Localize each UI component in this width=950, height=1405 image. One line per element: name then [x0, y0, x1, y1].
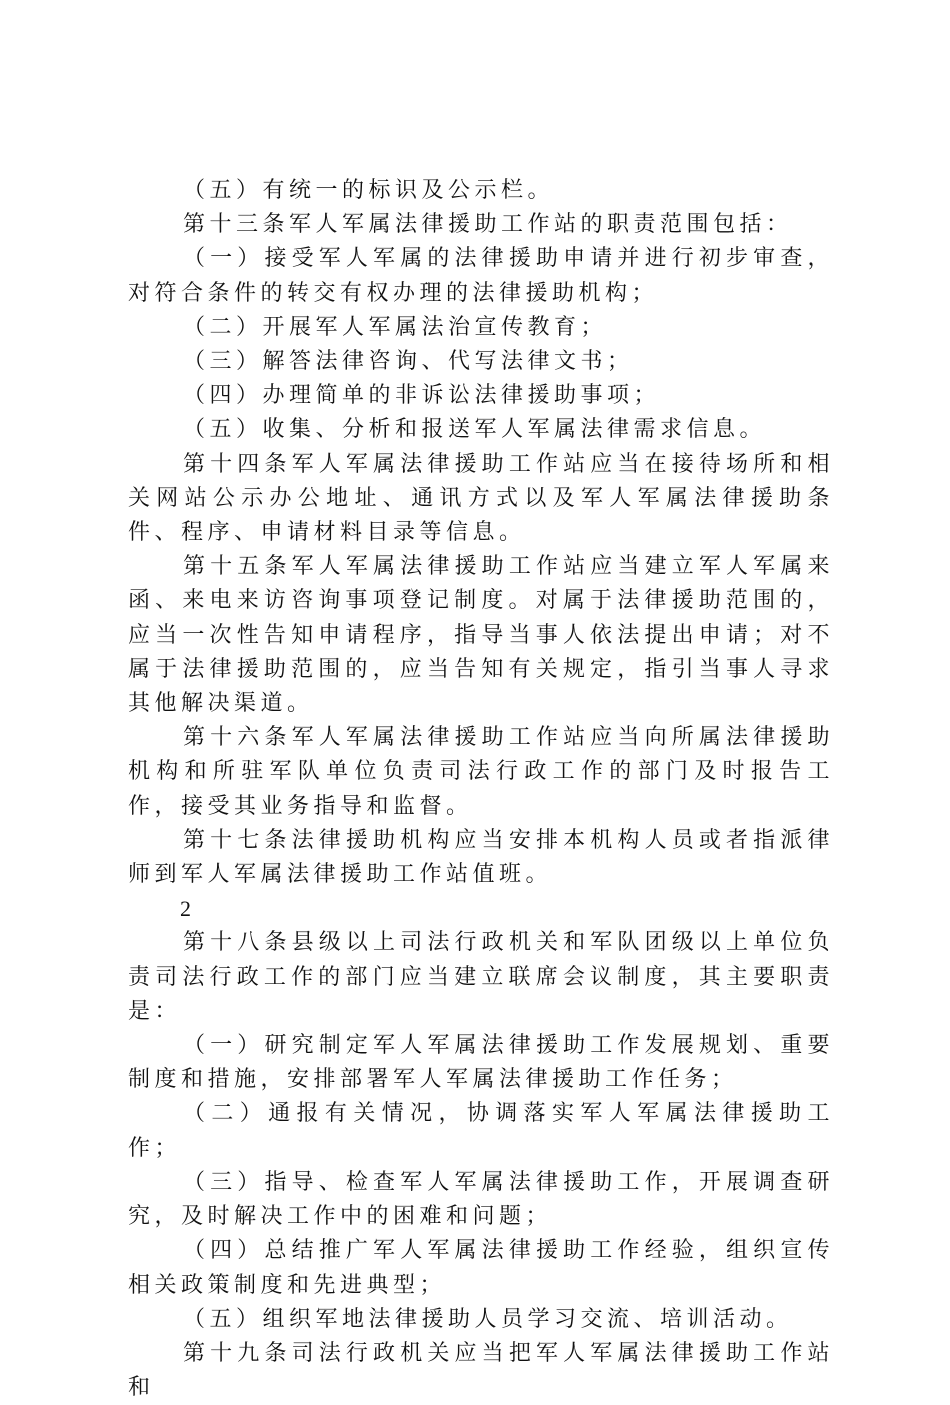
article-13-item-1: （一）接受军人军属的法律援助申请并进行初步审查，对符合条件的转交有权办理的法律援助机构； — [128, 246, 834, 306]
article-18-item-5: （五）组织军地法律援助人员学习交流、培训活动。 — [183, 1306, 793, 1332]
article-16: 第十六条军人军属法律援助工作站应当向所属法律援助机构和所驻军队单位负责司法行政工作的部门及时报告工作，接受其业务指导和监督。 — [128, 725, 834, 819]
paragraph-item-5-signage: （五）有统一的标识及公示栏。 — [183, 178, 555, 203]
article-13-item-5: （五）收集、分析和报送军人军属法律需求信息。 — [183, 417, 767, 443]
article-15: 第十五条军人军属法律援助工作站应当建立军人军属来函、来电来访咨询事项登记制度。对属于法律援助范围的，应当一次性告知申请程序，指导当事人依法提出申请；对不属于法律援助范围的，应当告知有关规定，指引当事人寻求其他解决渠道。 — [128, 554, 834, 717]
page-number: 2 — [180, 896, 191, 922]
article-13-item-2: （二）开展军人军属法治宣传教育； — [183, 314, 608, 340]
article-13-heading: 第十三条军人军属法律援助工作站的职责范围包括： — [183, 212, 793, 238]
article-14: 第十四条军人军属法律援助工作站应当在接待场所和相关网站公示办公地址、通讯方式以及军人军属法律援助条件、程序、申请材料目录等信息。 — [128, 451, 834, 546]
article-19-start: 第十九条司法行政机关应当把军人军属法律援助工作站和 — [128, 1340, 834, 1401]
article-18-item-4: （四）总结推广军人军属法律援助工作经验，组织宣传相关政策制度和先进典型； — [128, 1238, 834, 1298]
article-18-item-3: （三）指导、检查军人军属法律援助工作，开展调查研究，及时解决工作中的困难和问题； — [128, 1169, 834, 1230]
article-13-item-3: （三）解答法律咨询、代写法律文书； — [183, 349, 634, 375]
article-13-item-4: （四）办理简单的非诉讼法律援助事项； — [183, 383, 661, 409]
article-18-item-1: （一）研究制定军人军属法律援助工作发展规划、重要制度和措施，安排部署军人军属法律援助工作任务； — [128, 1033, 834, 1093]
article-18-item-2: （二）通报有关情况，协调落实军人军属法律援助工作； — [128, 1101, 834, 1161]
article-18-heading: 第十八条县级以上司法行政机关和军队团级以上单位负责司法行政工作的部门应当建立联席会议制度，其主要职责是： — [128, 930, 834, 1024]
document-body — [128, 174, 834, 1405]
article-17: 第十七条法律援助机构应当安排本机构人员或者指派律师到军人军属法律援助工作站值班。 — [128, 827, 834, 888]
